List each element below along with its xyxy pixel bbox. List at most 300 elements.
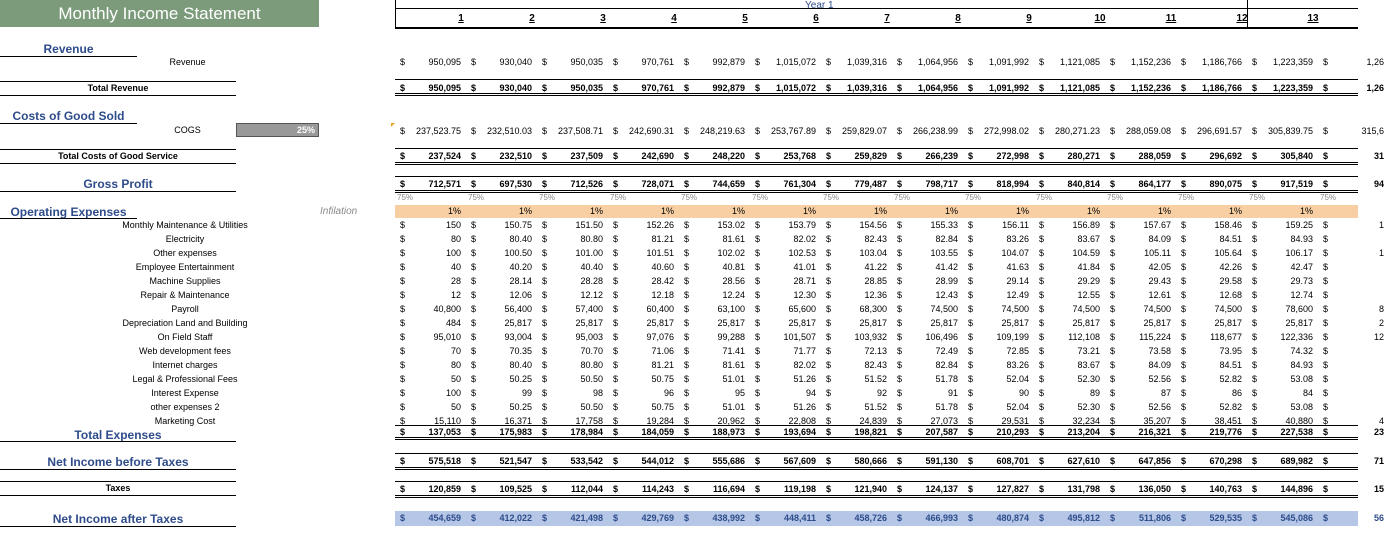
currency-symbol: $ (400, 83, 406, 93)
cell-expenses-3-values-1: 40.20 (509, 262, 532, 272)
total-cogs-row-top (395, 148, 1358, 149)
currency-symbol: $ (471, 234, 477, 244)
cell-total_expenses-values-10: 216,321 (1138, 427, 1171, 437)
currency-symbol: $ (542, 304, 548, 314)
total-cogs-row-bottom (395, 162, 1358, 165)
cell-expenses-1-values-1: 80.40 (509, 234, 532, 244)
cell-expenses-0-values-12: 159.25 (1285, 220, 1313, 230)
inflation-label: Infilation (320, 206, 358, 217)
cell-expenses-3-values-3: 40.60 (651, 262, 674, 272)
cell-total_expenses-values-9: 213,204 (1067, 427, 1100, 437)
cell-expenses-0-values-4: 153.02 (717, 220, 745, 230)
cell-expenses-1-values-12: 84.93 (1290, 234, 1313, 244)
currency-symbol: $ (1252, 276, 1258, 286)
cell-expenses-11-values-3: 50.75 (651, 374, 674, 384)
cell-net_after-values-8: 480,874 (996, 513, 1029, 523)
section-revenue: Revenue (43, 42, 94, 56)
currency-symbol: $ (1323, 57, 1329, 67)
cell-expenses-1-values-13 (1328, 233, 1384, 245)
cell-net_before-values-0: 575,518 (428, 456, 461, 466)
cell-rows-total_revenue-values-0: 950,095 (428, 83, 461, 93)
row-label-taxes: Taxes (105, 483, 131, 493)
cell-expenses-1-values-5: 82.02 (793, 234, 816, 244)
currency-symbol: $ (1323, 402, 1329, 412)
currency-symbol: $ (968, 332, 974, 342)
currency-symbol: $ (755, 346, 761, 356)
currency-symbol: $ (684, 484, 690, 494)
currency-symbol: $ (542, 332, 548, 342)
cell-expenses-8-values-11: 118,677 (1210, 332, 1242, 342)
cell-expenses-4-values-9: 29.29 (1077, 276, 1100, 286)
currency-symbol: $ (400, 360, 406, 370)
expense-label: Web development fees (139, 346, 231, 356)
cell-rows-cogs-values-11: 296,691.57 (1196, 126, 1242, 136)
currency-symbol: $ (826, 57, 832, 67)
cell-expenses-12-values-8: 90 (1018, 388, 1029, 398)
currency-symbol: $ (400, 374, 406, 384)
cell-expenses-8-values-3: 97,076 (646, 332, 674, 342)
currency-symbol: $ (471, 179, 477, 189)
cell-net_after-values-6: 458,726 (854, 513, 887, 523)
cell-expenses-5-values-10: 12.61 (1148, 290, 1171, 300)
currency-symbol: $ (826, 83, 832, 93)
inflation-pct: 1% (1157, 206, 1171, 216)
currency-symbol: $ (755, 456, 761, 466)
gross-profit-row-top (395, 176, 1358, 177)
cell-expenses-7-values-13: 2 (1378, 318, 1384, 328)
net-before-row-bottom (395, 467, 1358, 470)
currency-symbol: $ (1181, 220, 1187, 230)
currency-symbol: $ (471, 290, 477, 300)
currency-symbol: $ (826, 126, 832, 136)
currency-symbol: $ (1110, 416, 1116, 426)
currency-symbol: $ (613, 427, 619, 437)
expense-label: Electricity (165, 234, 205, 244)
cell-expenses-3-values-7: 41.42 (935, 262, 958, 272)
cell-net_after-values-1: 412,022 (499, 513, 532, 523)
cell-expenses-13-values-5: 51.26 (793, 402, 816, 412)
currency-symbol: $ (542, 427, 548, 437)
cell-expenses-5-values-3: 12.18 (651, 290, 674, 300)
currency-symbol: $ (755, 388, 761, 398)
cell-expenses-5-values-1: 12.06 (509, 290, 532, 300)
currency-symbol: $ (400, 346, 406, 356)
expense-label: On Field Staff (157, 332, 213, 342)
cell-expenses-2-values-3: 101.51 (646, 248, 674, 258)
cell-net_after-values-3: 429,769 (641, 513, 674, 523)
cell-expenses-5-values-11: 12.68 (1219, 290, 1242, 300)
currency-symbol: $ (1181, 151, 1187, 161)
currency-symbol: $ (1110, 318, 1116, 328)
cell-expenses-2-values-11: 105.64 (1214, 248, 1242, 258)
cell-expenses-8-values-6: 103,932 (854, 332, 887, 342)
currency-symbol: $ (1181, 57, 1187, 67)
currency-symbol: $ (1181, 346, 1187, 356)
cell-expenses-6-values-7: 74,500 (930, 304, 958, 314)
cell-expenses-11-values-9: 52.30 (1077, 374, 1100, 384)
currency-symbol: $ (684, 456, 690, 466)
currency-symbol: $ (400, 234, 406, 244)
gross-margin-pct: 75% (1036, 193, 1053, 202)
row-label-cogs: COGS (174, 125, 201, 135)
cell-expenses-9-values-3: 71.06 (651, 346, 674, 356)
currency-symbol: $ (826, 262, 832, 272)
cell-expenses-0-values-11: 158.46 (1214, 220, 1242, 230)
cell-expenses-6-values-10: 74,500 (1143, 304, 1171, 314)
inflation-pct: 1% (518, 206, 532, 216)
cell-expenses-10-values-0: 80 (450, 360, 461, 370)
month-header-8: 8 (955, 13, 961, 24)
cell-expenses-7-values-7: 25,817 (930, 318, 958, 328)
currency-symbol: $ (1323, 374, 1329, 384)
cell-net_after-values-13: 56 (1373, 513, 1384, 523)
cell-expenses-14-values-2: 17,758 (575, 416, 603, 426)
cell-rows-cogs-values-0: 237,523.75 (415, 126, 461, 136)
cell-rows-revenue-values-8: 1,091,992 (988, 57, 1029, 67)
cell-rows-gross_profit-values-13: 94 (1373, 179, 1384, 189)
cell-expenses-14-values-5: 22,808 (788, 416, 816, 426)
currency-symbol: $ (755, 402, 761, 412)
cell-expenses-7-values-12: 25,817 (1285, 318, 1313, 328)
cell-taxes-values-8: 127,827 (996, 484, 1029, 494)
cell-expenses-11-values-8: 52.04 (1006, 374, 1029, 384)
currency-symbol: $ (1039, 360, 1045, 370)
cell-expenses-0-values-10: 157.67 (1143, 220, 1171, 230)
cell-rows-total_revenue-values-2: 950,035 (570, 83, 603, 93)
cell-rows-total_revenue-values-9: 1,121,085 (1059, 83, 1100, 93)
currency-symbol: $ (1181, 360, 1187, 370)
currency-symbol: $ (1181, 427, 1187, 437)
cell-rows-cogs-values-4: 248,219.63 (699, 126, 745, 136)
month-header-9: 9 (1026, 13, 1032, 24)
cell-rows-gross_profit-values-0: 712,571 (428, 179, 461, 189)
currency-symbol: $ (826, 234, 832, 244)
cell-taxes-values-9: 131,798 (1067, 484, 1100, 494)
currency-symbol: $ (1181, 304, 1187, 314)
currency-symbol: $ (471, 402, 477, 412)
currency-symbol: $ (1323, 318, 1329, 328)
currency-symbol: $ (1110, 83, 1116, 93)
currency-symbol: $ (1181, 402, 1187, 412)
currency-symbol: $ (684, 332, 690, 342)
cell-rows-cogs-values-9: 280,271.23 (1054, 126, 1100, 136)
cell-expenses-8-values-12: 122,336 (1280, 332, 1313, 342)
page-title: Monthly Income Statement (0, 0, 319, 27)
inflation-pct: 1% (1299, 206, 1313, 216)
currency-symbol: $ (968, 318, 974, 328)
gross-margin-pct: 75% (610, 193, 627, 202)
currency-symbol: $ (1323, 416, 1329, 426)
cell-expenses-14-values-6: 24,839 (859, 416, 887, 426)
currency-symbol: $ (613, 332, 619, 342)
cell-expenses-13-values-10: 52.56 (1148, 402, 1171, 412)
expense-label: Machine Supplies (149, 276, 221, 286)
month-header-1: 1 (458, 13, 464, 24)
cell-expenses-11-values-5: 51.26 (793, 374, 816, 384)
currency-symbol: $ (1252, 346, 1258, 356)
currency-symbol: $ (755, 332, 761, 342)
currency-symbol: $ (613, 416, 619, 426)
cell-expenses-14-values-12: 40,880 (1285, 416, 1313, 426)
inflation-pct: 1% (944, 206, 958, 216)
section-net-income-before-taxes: Net Income before Taxes (47, 455, 189, 469)
cell-expenses-8-values-8: 109,199 (996, 332, 1029, 342)
cell-expenses-9-values-7: 72.49 (935, 346, 958, 356)
currency-symbol: $ (400, 484, 406, 494)
cell-expenses-0-values-9: 156.89 (1072, 220, 1100, 230)
currency-symbol: $ (684, 360, 690, 370)
cell-expenses-9-values-8: 72.85 (1006, 346, 1029, 356)
currency-symbol: $ (897, 374, 903, 384)
currency-symbol: $ (542, 360, 548, 370)
total-expenses-underline (0, 441, 236, 442)
currency-symbol: $ (897, 126, 903, 136)
cell-expenses-11-values-0: 50 (450, 374, 461, 384)
cell-net_before-values-9: 627,610 (1067, 456, 1100, 466)
cell-total_expenses-values-12: 227,538 (1280, 427, 1313, 437)
currency-symbol: $ (968, 151, 974, 161)
cell-expenses-7-values-11: 25,817 (1214, 318, 1242, 328)
month-header-4: 4 (671, 13, 677, 24)
currency-symbol: $ (1039, 427, 1045, 437)
cell-expenses-4-values-2: 28.28 (580, 276, 603, 286)
currency-symbol: $ (755, 220, 761, 230)
currency-symbol: $ (400, 262, 406, 272)
cell-expenses-6-values-11: 74,500 (1214, 304, 1242, 314)
cell-rows-revenue-values-4: 992,879 (712, 57, 745, 67)
cell-taxes-values-11: 140,763 (1209, 484, 1242, 494)
cell-taxes-values-7: 124,137 (925, 484, 958, 494)
currency-symbol: $ (968, 416, 974, 426)
cell-taxes-values-4: 116,694 (712, 484, 745, 494)
cell-net_before-values-12: 689,982 (1280, 456, 1313, 466)
cell-rows-gross_profit-values-5: 761,304 (783, 179, 816, 189)
cell-expenses-11-values-1: 50.25 (509, 374, 532, 384)
cell-expenses-5-values-9: 12.55 (1077, 290, 1100, 300)
currency-symbol: $ (826, 220, 832, 230)
currency-symbol: $ (684, 248, 690, 258)
cell-expenses-11-values-4: 51.01 (722, 374, 745, 384)
section-total-expenses: Total Expenses (74, 428, 162, 442)
inflation-pct: 1% (873, 206, 887, 216)
cell-expenses-7-values-1: 25,817 (504, 318, 532, 328)
cell-rows-gross_profit-values-2: 712,526 (570, 179, 603, 189)
currency-symbol: $ (471, 318, 477, 328)
cell-expenses-12-values-3: 96 (663, 388, 674, 398)
currency-symbol: $ (400, 416, 406, 426)
currency-symbol: $ (613, 388, 619, 398)
currency-symbol: $ (613, 513, 619, 523)
cell-expenses-5-values-12: 12.74 (1290, 290, 1313, 300)
cell-expenses-12-values-9: 89 (1089, 388, 1100, 398)
cell-expenses-1-values-2: 80.80 (580, 234, 603, 244)
cell-expenses-2-values-1: 100.50 (504, 248, 532, 258)
cell-net_before-values-5: 567,609 (783, 456, 816, 466)
section-gross-profit: Gross Profit (83, 177, 153, 191)
cell-expenses-4-values-7: 28.99 (935, 276, 958, 286)
currency-symbol: $ (1110, 248, 1116, 258)
currency-symbol: $ (1252, 332, 1258, 342)
inflation-pct: 1% (1086, 206, 1100, 216)
section-cogs: Costs of Good Sold (12, 109, 125, 123)
currency-symbol: $ (684, 179, 690, 189)
cell-expenses-9-values-0: 70 (450, 346, 461, 356)
cell-net_after-values-0: 454,659 (428, 513, 461, 523)
cogs-percent-input[interactable]: 25% (236, 123, 319, 137)
cell-net_before-values-8: 608,701 (996, 456, 1029, 466)
cell-rows-revenue-values-1: 930,040 (499, 57, 532, 67)
cell-rows-total_cogs-values-8: 272,998 (996, 151, 1029, 161)
currency-symbol: $ (1181, 248, 1187, 258)
cell-expenses-10-values-4: 81.61 (722, 360, 745, 370)
cell-expenses-13-values-11: 52.82 (1219, 402, 1242, 412)
inflation-pct: 1% (660, 206, 674, 216)
currency-symbol: $ (1110, 346, 1116, 356)
expense-label: Monthly Maintenance & Utilities (122, 220, 248, 230)
cell-rows-total_revenue-values-3: 970,761 (641, 83, 674, 93)
currency-symbol: $ (1323, 126, 1329, 136)
currency-symbol: $ (684, 151, 690, 161)
currency-symbol: $ (1039, 234, 1045, 244)
cell-net_after-values-5: 448,411 (783, 513, 816, 523)
cell-expenses-3-values-2: 40.40 (580, 262, 603, 272)
currency-symbol: $ (471, 57, 477, 67)
cell-rows-cogs-values-5: 253,767.89 (770, 126, 816, 136)
currency-symbol: $ (1110, 427, 1116, 437)
cell-expenses-2-values-2: 101.00 (575, 248, 603, 258)
cell-expenses-1-values-10: 84.09 (1148, 234, 1171, 244)
currency-symbol: $ (897, 276, 903, 286)
cell-rows-total_cogs-values-3: 242,690 (641, 151, 674, 161)
cell-rows-gross_profit-values-12: 917,519 (1280, 179, 1313, 189)
month-header-5: 5 (742, 13, 748, 24)
currency-symbol: $ (897, 388, 903, 398)
cell-expenses-0-values-6: 154.56 (859, 220, 887, 230)
cell-expenses-9-values-6: 72.13 (864, 346, 887, 356)
cell-expenses-9-values-2: 70.70 (580, 346, 603, 356)
currency-symbol: $ (826, 427, 832, 437)
cell-expenses-13-values-7: 51.78 (935, 402, 958, 412)
currency-symbol: $ (471, 513, 477, 523)
currency-symbol: $ (897, 318, 903, 328)
currency-symbol: $ (400, 220, 406, 230)
cell-rows-total_cogs-values-1: 232,510 (499, 151, 532, 161)
currency-symbol: $ (826, 290, 832, 300)
currency-symbol: $ (1110, 456, 1116, 466)
cell-expenses-4-values-0: 28 (450, 276, 461, 286)
currency-symbol: $ (542, 484, 548, 494)
currency-symbol: $ (471, 360, 477, 370)
currency-symbol: $ (968, 484, 974, 494)
header-left-border (395, 0, 396, 28)
currency-symbol: $ (542, 234, 548, 244)
cell-rows-total_cogs-values-2: 237,509 (570, 151, 603, 161)
currency-symbol: $ (897, 360, 903, 370)
currency-symbol: $ (1323, 427, 1329, 437)
currency-symbol: $ (684, 83, 690, 93)
currency-symbol: $ (897, 83, 903, 93)
cell-expenses-3-values-10: 42.05 (1148, 262, 1171, 272)
currency-symbol: $ (613, 402, 619, 412)
currency-symbol: $ (613, 57, 619, 67)
cell-expenses-6-values-4: 63,100 (717, 304, 745, 314)
currency-symbol: $ (1252, 57, 1258, 67)
cell-expenses-11-values-11: 52.82 (1219, 374, 1242, 384)
currency-symbol: $ (968, 248, 974, 258)
currency-symbol: $ (755, 513, 761, 523)
cell-expenses-10-values-7: 82.84 (935, 360, 958, 370)
inflation-pct: 1% (589, 206, 603, 216)
gross-margin-pct: 75% (468, 193, 485, 202)
cell-rows-revenue-values-5: 1,015,072 (775, 57, 816, 67)
cell-rows-total_cogs-values-11: 296,692 (1209, 151, 1242, 161)
cell-expenses-6-values-8: 74,500 (1001, 304, 1029, 314)
cell-taxes-values-5: 119,198 (783, 484, 816, 494)
cell-expenses-9-values-5: 71.77 (793, 346, 816, 356)
currency-symbol: $ (400, 179, 406, 189)
cell-rows-total_revenue-values-8: 1,091,992 (988, 83, 1029, 93)
cell-expenses-12-values-13 (1328, 387, 1384, 399)
currency-symbol: $ (400, 513, 406, 523)
currency-symbol: $ (968, 234, 974, 244)
currency-symbol: $ (471, 456, 477, 466)
cell-expenses-2-values-4: 102.02 (717, 248, 745, 258)
currency-symbol: $ (1252, 304, 1258, 314)
cell-taxes-values-10: 136,050 (1138, 484, 1171, 494)
currency-symbol: $ (400, 290, 406, 300)
currency-symbol: $ (613, 179, 619, 189)
cell-net_before-values-10: 647,856 (1138, 456, 1171, 466)
cell-rows-gross_profit-values-3: 728,071 (641, 179, 674, 189)
cell-expenses-0-values-7: 155.33 (930, 220, 958, 230)
cell-expenses-1-values-8: 83.26 (1006, 234, 1029, 244)
inflation-pct: 1% (447, 206, 461, 216)
gross-margin-pct: 75% (1178, 193, 1195, 202)
cell-expenses-10-values-8: 83.26 (1006, 360, 1029, 370)
cell-rows-total_revenue-values-4: 992,879 (712, 83, 745, 93)
cell-expenses-10-values-13 (1328, 359, 1384, 371)
currency-symbol: $ (1039, 318, 1045, 328)
currency-symbol: $ (684, 416, 690, 426)
cell-expenses-5-values-6: 12.36 (864, 290, 887, 300)
currency-symbol: $ (826, 346, 832, 356)
cell-expenses-12-values-5: 94 (805, 388, 816, 398)
cell-expenses-4-values-10: 29.43 (1148, 276, 1171, 286)
cell-expenses-14-values-7: 27,073 (930, 416, 958, 426)
cell-expenses-0-values-3: 152.26 (646, 220, 674, 230)
currency-symbol: $ (1252, 290, 1258, 300)
cell-total_expenses-values-13: 23 (1373, 427, 1384, 437)
currency-symbol: $ (968, 290, 974, 300)
cell-expenses-7-values-5: 25,817 (788, 318, 816, 328)
currency-symbol: $ (1323, 484, 1329, 494)
cell-expenses-12-values-10: 87 (1160, 388, 1171, 398)
currency-symbol: $ (400, 388, 406, 398)
cell-rows-revenue-values-12: 1,223,359 (1272, 57, 1313, 67)
currency-symbol: $ (755, 126, 761, 136)
currency-symbol: $ (613, 290, 619, 300)
currency-symbol: $ (613, 276, 619, 286)
currency-symbol: $ (1252, 484, 1258, 494)
currency-symbol: $ (684, 220, 690, 230)
currency-symbol: $ (826, 374, 832, 384)
currency-symbol: $ (471, 416, 477, 426)
cell-expenses-4-values-12: 29.73 (1290, 276, 1313, 286)
cell-expenses-2-values-12: 106.17 (1285, 248, 1313, 258)
gross-margin-pct: 75% (1320, 193, 1337, 202)
currency-symbol: $ (1110, 332, 1116, 342)
currency-symbol: $ (826, 456, 832, 466)
